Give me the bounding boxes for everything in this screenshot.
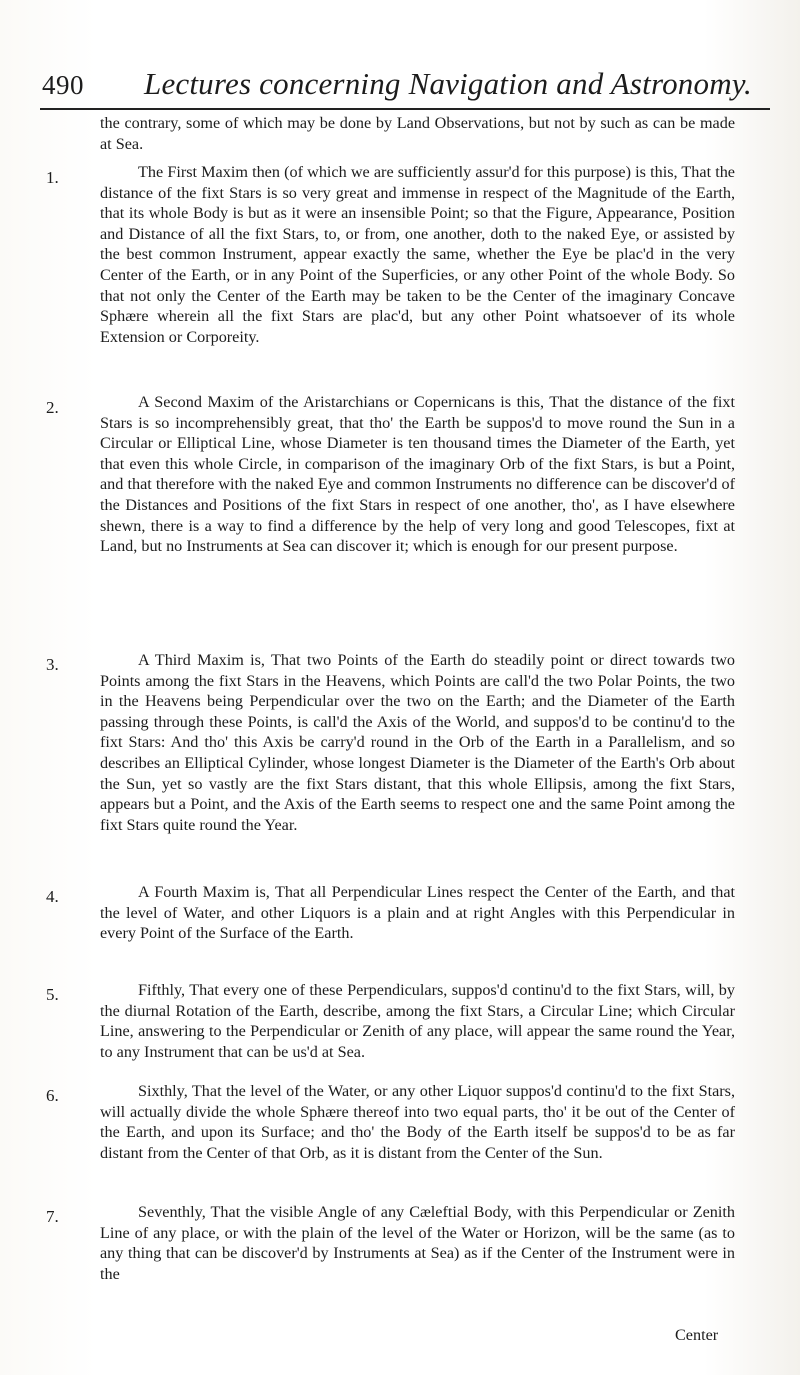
maxim-paragraph: A Fourth Maxim is, That all Perpendicular Lines respect the Center of the Earth, and that the level of Water, and other Liquors is a plain and at right Angles with this Perpendicular in every Point of the Surface of the Earth. <box>100 883 735 943</box>
page-number: 490 <box>42 70 84 100</box>
page-header <box>40 66 750 108</box>
maxim-number: 5. <box>46 985 59 1004</box>
maxim-paragraph: The First Maxim then (of which we are sufficiently assur'd for this purpose) is this, That the distance of the fixt Stars is so very great and immense in respect of the Magnitude of the Earth, that its whole Body is but as it were an insensible Point; so that the Figure, Appearance, Position and Distance of all the fixt Stars, to, or from, one another, doth to the naked Eye, or assisted by the best common Instrument, appear exactly the same, whether the Eye be plac'd in the very Center of the Earth, or in any Point of the Superficies, or any other Point of the whole Body. So that not only the Center of the Earth may be taken to be the Center of the imaginary Concave Sphære wherein all the fixt Stars are plac'd, but any other Point whatsoever of its whole Extension or Corporeity. <box>100 163 735 346</box>
maxim-number: 4. <box>46 887 59 906</box>
maxim-paragraph: Sixthly, That the level of the Water, or any other Liquor suppos'd continu'd to the fixt Stars, will actually divide the whole Sphære thereof into two equal parts, tho' it be out of the Center of the Earth, and upon its Surface; and tho' the Body of the Earth itself be suppos'd to be as far distant from the Center of that Orb, as it is distant from the Center of the Sun. <box>100 1082 735 1162</box>
maxim-paragraph: Seventhly, That the visible Angle of any Cæleftial Body, with this Perpendicular or Zenith Line of any place, or with the plain of the level of the Water or Horizon, will be the same (as to any thing that can be discover'd by Instruments at Sea) as if the Center of the Instrument were in the <box>100 1203 735 1283</box>
maxim-paragraph: A Third Maxim is, That two Points of the Earth do steadily point or direct towards two Points among the fixt Stars in the Heavens, which Points are call'd the two Polar Points, the two in the Heavens being Perpendicular over the two on the Earth; and the Diameter of the Earth passing through these Points, is call'd the Axis of the World, and suppos'd to be continu'd to the fixt Stars: And tho' this Axis be carry'd round in the Orb of the Earth in a Parallelism, and so describes an Elliptical Cylinder, whose longest Diameter is the Diameter of the Earth's Orb about the Sun, yet so vastly are the fixt Stars distant, that this whole Ellipsis, among the fixt Stars, appears but a Point, and the Axis of the Earth seems to respect one and the same Point among the fixt Stars quite round the Year. <box>100 651 735 834</box>
maxim-number: 6. <box>46 1086 59 1105</box>
running-head: Lectures concerning Navigation and Astronomy. <box>144 66 752 101</box>
maxim-number: 7. <box>46 1207 59 1226</box>
catchword: Center <box>675 1326 719 1344</box>
maxim-number: 2. <box>46 398 59 417</box>
maxim-paragraph: Fifthly, That every one of these Perpendiculars, suppos'd continu'd to the fixt Stars, will, by the diurnal Rotation of the Earth, describe, among the fixt Stars, a Circular Line; which Circular Line, answering to the Perpendicular or Zenith of any place, will appear the same round the Year, to any Instrument that can be us'd at Sea. <box>100 981 735 1061</box>
header-rule <box>40 108 770 110</box>
maxim-number: 3. <box>46 655 59 674</box>
maxim-number: 1. <box>46 168 59 187</box>
intro-paragraph: the contrary, some of which may be done by Land Observations, but not by such as can be made at Sea. <box>100 114 735 153</box>
maxim-paragraph: A Second Maxim of the Aristarchians or Copernicans is this, That the distance of the fixt Stars is so incomprehensibly great, that tho' the Earth be suppos'd to move round the Sun in a Circular or Elliptical Line, whose Diameter is ten thousand times the Diameter of the Earth, yet that even this whole Circle, in comparison of the imaginary Orb of the fixt Stars, is but a Point, and that therefore with the naked Eye and common Instruments no difference can be discover'd of the Distances and Positions of the fixt Stars in respect of one another, tho', as I have elsewhere shewn, there is a way to find a difference by the help of very long and good Telescopes, fixt at Land, but no Instruments at Sea can discover it; which is enough for our present purpose. <box>100 393 735 556</box>
